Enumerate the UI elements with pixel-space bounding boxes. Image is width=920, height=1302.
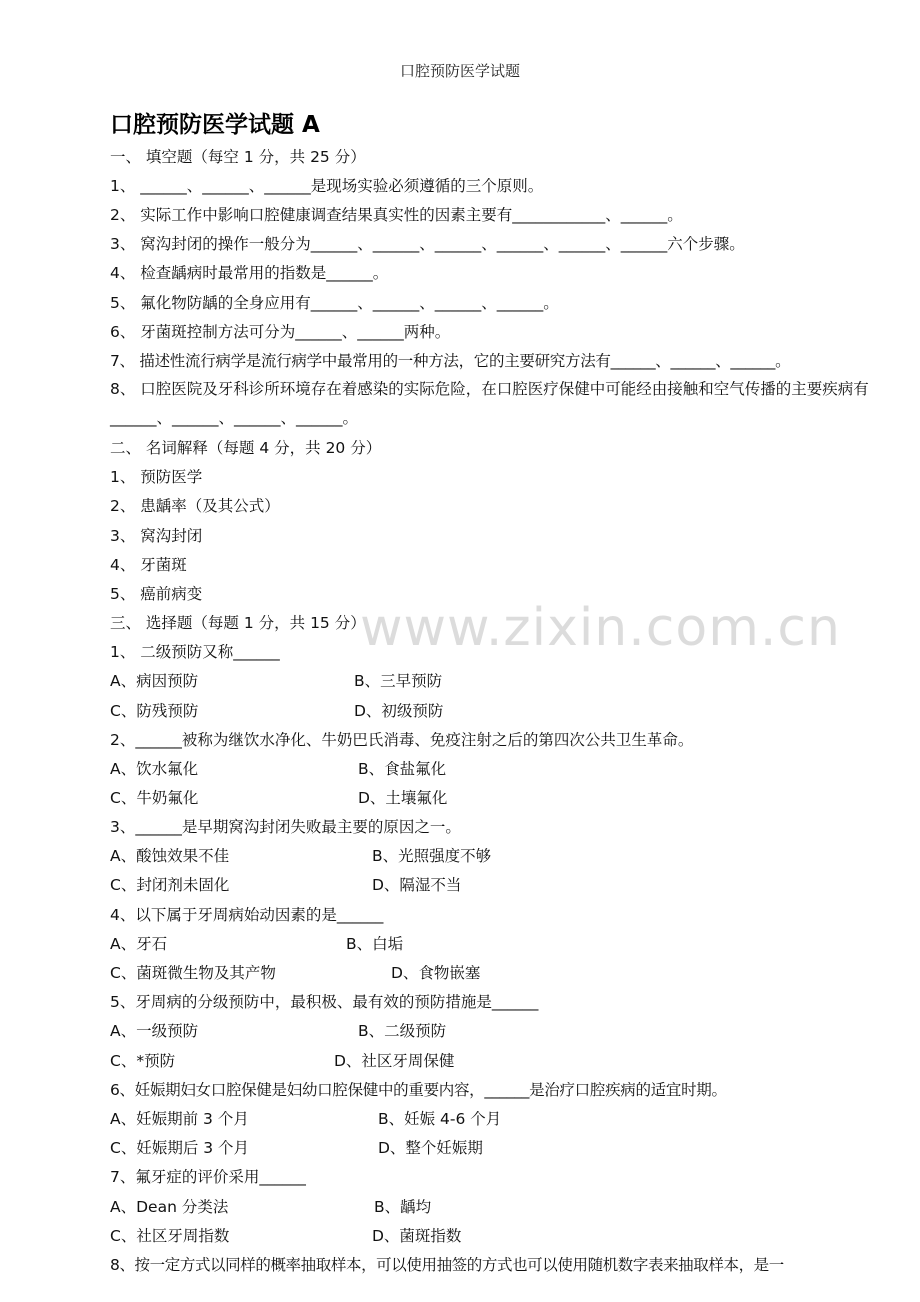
option-b: B、光照强度不够 <box>372 847 492 865</box>
option-b: B、妊娠 4-6 个月 <box>378 1110 502 1128</box>
option-c: C、社区牙周指数 <box>110 1227 230 1245</box>
question-line: 3、______是早期窝沟封闭失败最主要的原因之一。 <box>110 818 461 836</box>
option-c: C、封闭剂未固化 <box>110 876 230 894</box>
question-line: 5、牙周病的分级预防中，最积极、最有效的预防措施是______ <box>110 993 539 1011</box>
option-a: A、Dean 分类法 <box>110 1198 229 1216</box>
question-line: 2、______被称为继饮水净化、牛奶巴氏消毒、免疫注射之后的第四次公共卫生革命。 <box>110 731 694 749</box>
option-a: A、牙石 <box>110 935 168 953</box>
question-line: 8、 口腔医院及牙科诊所环境存在着感染的实际危险，在口腔医疗保健中可能经由接触和空气传播的主要疾病有______、______、______、______。 <box>110 380 869 427</box>
option-d: D、菌斑指数 <box>372 1227 462 1245</box>
question-line: 6、 牙菌斑控制方法可分为______、______两种。 <box>110 323 451 341</box>
option-d: D、社区牙周保健 <box>334 1052 455 1070</box>
question-line: 3、 窝沟封闭 <box>110 527 203 545</box>
document-title: 口腔预防医学试题 A <box>110 112 320 138</box>
option-b: B、龋均 <box>374 1198 432 1216</box>
question-line: 7、 描述性流行病学是流行病学中最常用的一种方法，它的主要研究方法有______、______、______。 <box>110 352 791 370</box>
section-fill-in-heading: 一、 填空题（每空 1 分，共 25 分） <box>110 148 366 166</box>
option-d: D、食物嵌塞 <box>391 964 481 982</box>
option-a: A、妊娠期前 3 个月 <box>110 1110 249 1128</box>
question-line: 5、 癌前病变 <box>110 585 203 603</box>
question-line: 4、以下属于牙周病始动因素的是______ <box>110 906 384 924</box>
option-c: C、防残预防 <box>110 702 199 720</box>
option-b: B、三早预防 <box>354 672 443 690</box>
option-c: C、*预防 <box>110 1052 176 1070</box>
question-line: 5、 氟化物防龋的全身应用有______、______、______、______。 <box>110 294 559 312</box>
option-d: D、初级预防 <box>354 702 444 720</box>
option-d: D、隔湿不当 <box>372 876 462 894</box>
option-b: B、白垢 <box>346 935 404 953</box>
question-line: 4、 检查龋病时最常用的指数是______。 <box>110 264 389 282</box>
question-line: 8、按一定方式以同样的概率抽取样本，可以使用抽签的方式也可以使用随机数字表来抽取样本，是一 <box>110 1256 784 1274</box>
option-a: A、一级预防 <box>110 1022 199 1040</box>
option-b: B、二级预防 <box>358 1022 447 1040</box>
question-line: 6、妊娠期妇女口腔保健是妇幼口腔保健中的重要内容，______是治疗口腔疾病的适宜时期。 <box>110 1081 727 1099</box>
question-line: 7、氟牙症的评价采用______ <box>110 1168 306 1186</box>
option-b: B、食盐氟化 <box>358 760 447 778</box>
page-header: 口腔预防医学试题 <box>399 62 520 80</box>
option-a: A、饮水氟化 <box>110 760 199 778</box>
question-line: 1、 ______、______、______是现场实验必须遵循的三个原则。 <box>110 177 544 195</box>
option-d: D、整个妊娠期 <box>378 1139 483 1157</box>
section-choice-heading: 三、 选择题（每题 1 分，共 15 分） <box>110 614 366 632</box>
question-line: 1、 预防医学 <box>110 468 203 486</box>
watermark: www.zixin.com.cn <box>360 598 841 658</box>
section-terms-heading: 二、 名词解释（每题 4 分，共 20 分） <box>110 439 382 457</box>
option-c: C、妊娠期后 3 个月 <box>110 1139 250 1157</box>
question-line: 3、 窝沟封闭的操作一般分为______、______、______、______、______、______六个步骤。 <box>110 235 745 253</box>
option-c: C、牛奶氟化 <box>110 789 199 807</box>
question-line: 2、 患龋率（及其公式） <box>110 497 280 515</box>
option-c: C、菌斑微生物及其产物 <box>110 964 276 982</box>
question-line: 4、 牙菌斑 <box>110 556 187 574</box>
question-line: 2、 实际工作中影响口腔健康调查结果真实性的因素主要有____________、______。 <box>110 206 683 224</box>
option-a: A、病因预防 <box>110 672 199 690</box>
option-a: A、酸蚀效果不佳 <box>110 847 230 865</box>
option-d: D、土壤氟化 <box>358 789 448 807</box>
question-line: 1、 二级预防又称______ <box>110 643 280 661</box>
